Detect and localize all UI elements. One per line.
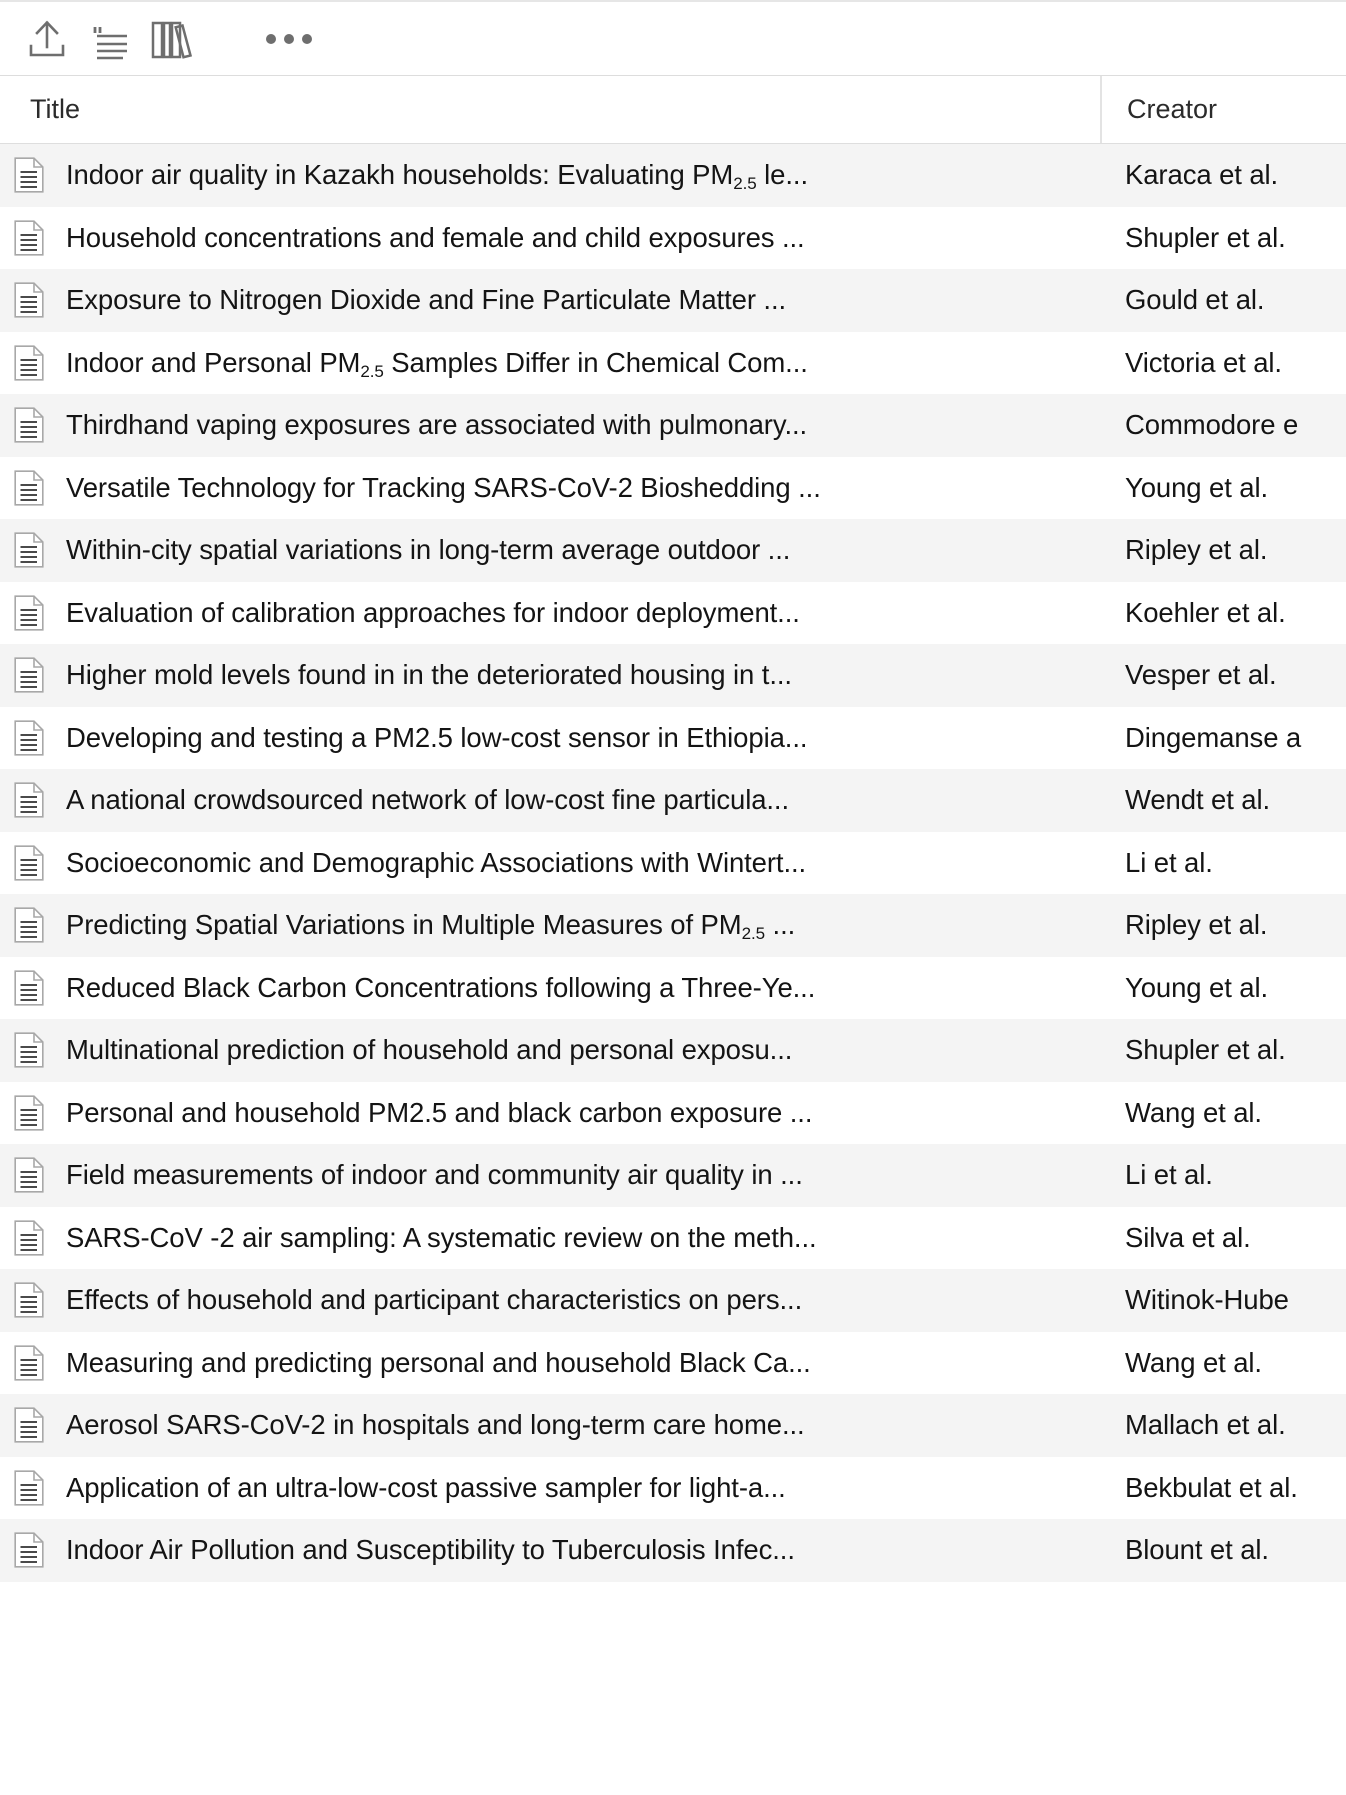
document-icon: [14, 282, 44, 318]
document-icon: [14, 407, 44, 443]
item-list[interactable]: [0, 144, 1346, 1582]
document-icon: [14, 1157, 44, 1193]
cell-title[interactable]: [0, 1519, 1100, 1582]
item-title: Within-city spatial variations in long-term average outdoor ...: [66, 534, 791, 566]
table-row[interactable]: [0, 1082, 1346, 1145]
item-title: Indoor and Personal $PM_{2.5}$ Samples Differ in Chemical Com...: [66, 347, 808, 379]
item-title: Exposure to Nitrogen Dioxide and Fine Particulate Matter ...: [66, 284, 787, 316]
table-row[interactable]: [0, 1332, 1346, 1395]
document-icon: [14, 782, 44, 818]
item-creator: Young et al.: [1125, 471, 1269, 503]
more-options-button[interactable]: [258, 8, 320, 70]
item-creator: Gould et al.: [1125, 284, 1265, 316]
cell-title[interactable]: [0, 207, 1100, 270]
cell-creator[interactable]: [1100, 1019, 1346, 1082]
cell-title[interactable]: [0, 644, 1100, 707]
document-icon: [14, 220, 44, 256]
table-row[interactable]: [0, 1394, 1346, 1457]
item-title: Socioeconomic and Demographic Associations with Wintert...: [66, 846, 807, 878]
new-note-icon: [83, 13, 135, 65]
table-row[interactable]: [0, 582, 1346, 645]
cell-title[interactable]: [0, 1394, 1100, 1457]
table-row[interactable]: [0, 1519, 1346, 1582]
cell-creator[interactable]: [1100, 519, 1346, 582]
cell-creator[interactable]: [1100, 832, 1346, 895]
item-creator: Blount et al.: [1125, 1534, 1269, 1566]
item-title: Indoor Air Pollution and Susceptibility to Tuberculosis Infec...: [66, 1534, 795, 1566]
cell-title[interactable]: [0, 582, 1100, 645]
item-title: Aerosol SARS-CoV-2 in hospitals and long-term care home...: [66, 1409, 805, 1441]
table-row[interactable]: [0, 1019, 1346, 1082]
table-row[interactable]: [0, 707, 1346, 770]
cell-creator[interactable]: [1100, 332, 1346, 395]
title-subscript: 2.5: [741, 924, 765, 942]
ellipsis-icon: [266, 34, 312, 44]
cell-title[interactable]: [0, 769, 1100, 832]
cell-title[interactable]: [0, 1332, 1100, 1395]
document-icon: [14, 720, 44, 756]
document-icon: [14, 970, 44, 1006]
cell-title[interactable]: [0, 894, 1100, 957]
cell-creator[interactable]: [1100, 1207, 1346, 1270]
document-icon: [14, 470, 44, 506]
cell-title[interactable]: [0, 457, 1100, 520]
cell-creator[interactable]: [1100, 644, 1346, 707]
cell-title[interactable]: [0, 832, 1100, 895]
item-title: A national crowdsourced network of low-cost fine particula...: [66, 784, 790, 816]
item-title: Developing and testing a PM2.5 low-cost sensor in Ethiopia...: [66, 721, 808, 753]
cell-creator[interactable]: [1100, 957, 1346, 1020]
cell-title[interactable]: [0, 1457, 1100, 1520]
item-title: Household concentrations and female and child exposures ...: [66, 221, 805, 253]
cell-creator[interactable]: [1100, 1457, 1346, 1520]
document-icon: [14, 845, 44, 881]
document-icon: [14, 1095, 44, 1131]
item-creator: Li et al.: [1125, 846, 1213, 878]
item-title: Indoor air quality in Kazakh households: Evaluating $PM_{2.5}$ le...: [66, 159, 808, 191]
table-row[interactable]: [0, 332, 1346, 395]
table-row[interactable]: [0, 1207, 1346, 1270]
document-icon: [14, 345, 44, 381]
cell-creator[interactable]: [1100, 457, 1346, 520]
document-icon: [14, 657, 44, 693]
column-header-row: [0, 76, 1346, 144]
item-creator: Wang et al.: [1125, 1096, 1262, 1128]
table-row[interactable]: [0, 207, 1346, 270]
cell-title[interactable]: [0, 1144, 1100, 1207]
document-icon: [14, 907, 44, 943]
item-title: Predicting Spatial Variations in Multiple Measures of $PM_{2.5}$ ...: [66, 909, 795, 941]
document-icon: [14, 1532, 44, 1568]
table-row[interactable]: [0, 894, 1346, 957]
item-title: Reduced Black Carbon Concentrations following a Three-Ye...: [66, 971, 816, 1003]
item-title: Measuring and predicting personal and household Black Ca...: [66, 1346, 811, 1378]
title-subscript: 2.5: [733, 174, 757, 192]
item-creator: Shupler et al.: [1125, 221, 1286, 253]
item-creator: Young et al.: [1125, 971, 1269, 1003]
title-subscript: 2.5: [360, 361, 384, 379]
item-creator: Shupler et al.: [1125, 1034, 1286, 1066]
table-row[interactable]: [0, 457, 1346, 520]
toolbar: [0, 0, 1346, 76]
document-icon: [14, 595, 44, 631]
item-title: Multinational prediction of household and personal exposu...: [66, 1034, 793, 1066]
item-title: Evaluation of calibration approaches for indoor deployment...: [66, 596, 800, 628]
table-row[interactable]: [0, 394, 1346, 457]
document-icon: [14, 1345, 44, 1381]
table-row[interactable]: [0, 1457, 1346, 1520]
item-title: Personal and household PM2.5 and black carbon exposure ...: [66, 1096, 813, 1128]
table-row[interactable]: [0, 644, 1346, 707]
cell-title[interactable]: [0, 332, 1100, 395]
document-icon: [14, 1282, 44, 1318]
cell-title[interactable]: [0, 707, 1100, 770]
cell-creator[interactable]: [1100, 207, 1346, 270]
cell-creator[interactable]: [1100, 1519, 1346, 1582]
item-creator: Victoria et al.: [1125, 346, 1282, 378]
books-icon: [145, 13, 197, 65]
item-creator: Silva et al.: [1125, 1221, 1251, 1253]
item-creator: Bekbulat et al.: [1125, 1471, 1298, 1503]
document-icon: [14, 532, 44, 568]
item-creator: Koehler et al.: [1125, 596, 1286, 628]
item-creator: Ripley et al.: [1125, 534, 1268, 566]
item-creator: Witinok-Hube: [1125, 1284, 1289, 1316]
table-row[interactable]: [0, 1269, 1346, 1332]
document-icon: [14, 157, 44, 193]
cell-creator[interactable]: [1100, 394, 1346, 457]
document-icon: [14, 1032, 44, 1068]
add-attachment-button[interactable]: [16, 8, 78, 70]
cell-title[interactable]: [0, 1019, 1100, 1082]
cell-creator[interactable]: [1100, 1394, 1346, 1457]
table-row[interactable]: [0, 769, 1346, 832]
cell-title[interactable]: [0, 519, 1100, 582]
item-creator: Wendt et al.: [1125, 784, 1271, 816]
cell-creator[interactable]: [1100, 1144, 1346, 1207]
cell-title[interactable]: [0, 1082, 1100, 1145]
cell-creator[interactable]: [1100, 707, 1346, 770]
cell-title[interactable]: [0, 1269, 1100, 1332]
item-creator: Ripley et al.: [1125, 909, 1268, 941]
item-creator: Li et al.: [1125, 1159, 1213, 1191]
item-creator: Vesper et al.: [1125, 659, 1277, 691]
cell-creator[interactable]: [1100, 769, 1346, 832]
table-row[interactable]: [0, 832, 1346, 895]
cell-title[interactable]: [0, 269, 1100, 332]
item-creator: Wang et al.: [1125, 1346, 1262, 1378]
document-icon: [14, 1470, 44, 1506]
table-row[interactable]: [0, 144, 1346, 207]
item-creator: Commodore e: [1125, 409, 1299, 441]
table-row[interactable]: [0, 957, 1346, 1020]
document-icon: [14, 1220, 44, 1256]
item-title: Effects of household and participant characteristics on pers...: [66, 1284, 803, 1316]
upload-icon: [21, 13, 73, 65]
table-row[interactable]: [0, 519, 1346, 582]
document-icon: [14, 1407, 44, 1443]
column-header-title[interactable]: [0, 76, 1100, 143]
item-title: Field measurements of indoor and community air quality in ...: [66, 1159, 803, 1191]
cell-title[interactable]: [0, 1207, 1100, 1270]
cell-title[interactable]: [0, 144, 1100, 207]
cell-creator[interactable]: [1100, 1332, 1346, 1395]
item-title: Thirdhand vaping exposures are associated with pulmonary...: [66, 409, 808, 441]
cell-creator[interactable]: [1100, 1269, 1346, 1332]
cell-title[interactable]: [0, 957, 1100, 1020]
item-creator: Mallach et al.: [1125, 1409, 1286, 1441]
table-row[interactable]: [0, 1144, 1346, 1207]
library-lookup-button[interactable]: [140, 8, 202, 70]
item-title: Application of an ultra-low-cost passive sampler for light-a...: [66, 1471, 786, 1503]
item-creator: Dingemanse a: [1125, 721, 1302, 753]
add-note-button[interactable]: [78, 8, 140, 70]
cell-title[interactable]: [0, 394, 1100, 457]
item-title: Higher mold levels found in in the deteriorated housing in t...: [66, 659, 792, 691]
cell-creator[interactable]: [1100, 269, 1346, 332]
cell-creator[interactable]: [1100, 144, 1346, 207]
cell-creator[interactable]: [1100, 1082, 1346, 1145]
cell-creator[interactable]: [1100, 894, 1346, 957]
table-row[interactable]: [0, 269, 1346, 332]
item-title: Versatile Technology for Tracking SARS-CoV-2 Bioshedding ...: [66, 471, 821, 503]
item-title: SARS-CoV -2 air sampling: A systematic review on the meth...: [66, 1221, 817, 1253]
column-header-creator[interactable]: [1100, 76, 1346, 143]
cell-creator[interactable]: [1100, 582, 1346, 645]
column-header-creator-label: Creator: [1127, 94, 1218, 124]
item-creator: Karaca et al.: [1125, 159, 1279, 191]
column-header-title-label: Title: [30, 94, 81, 124]
